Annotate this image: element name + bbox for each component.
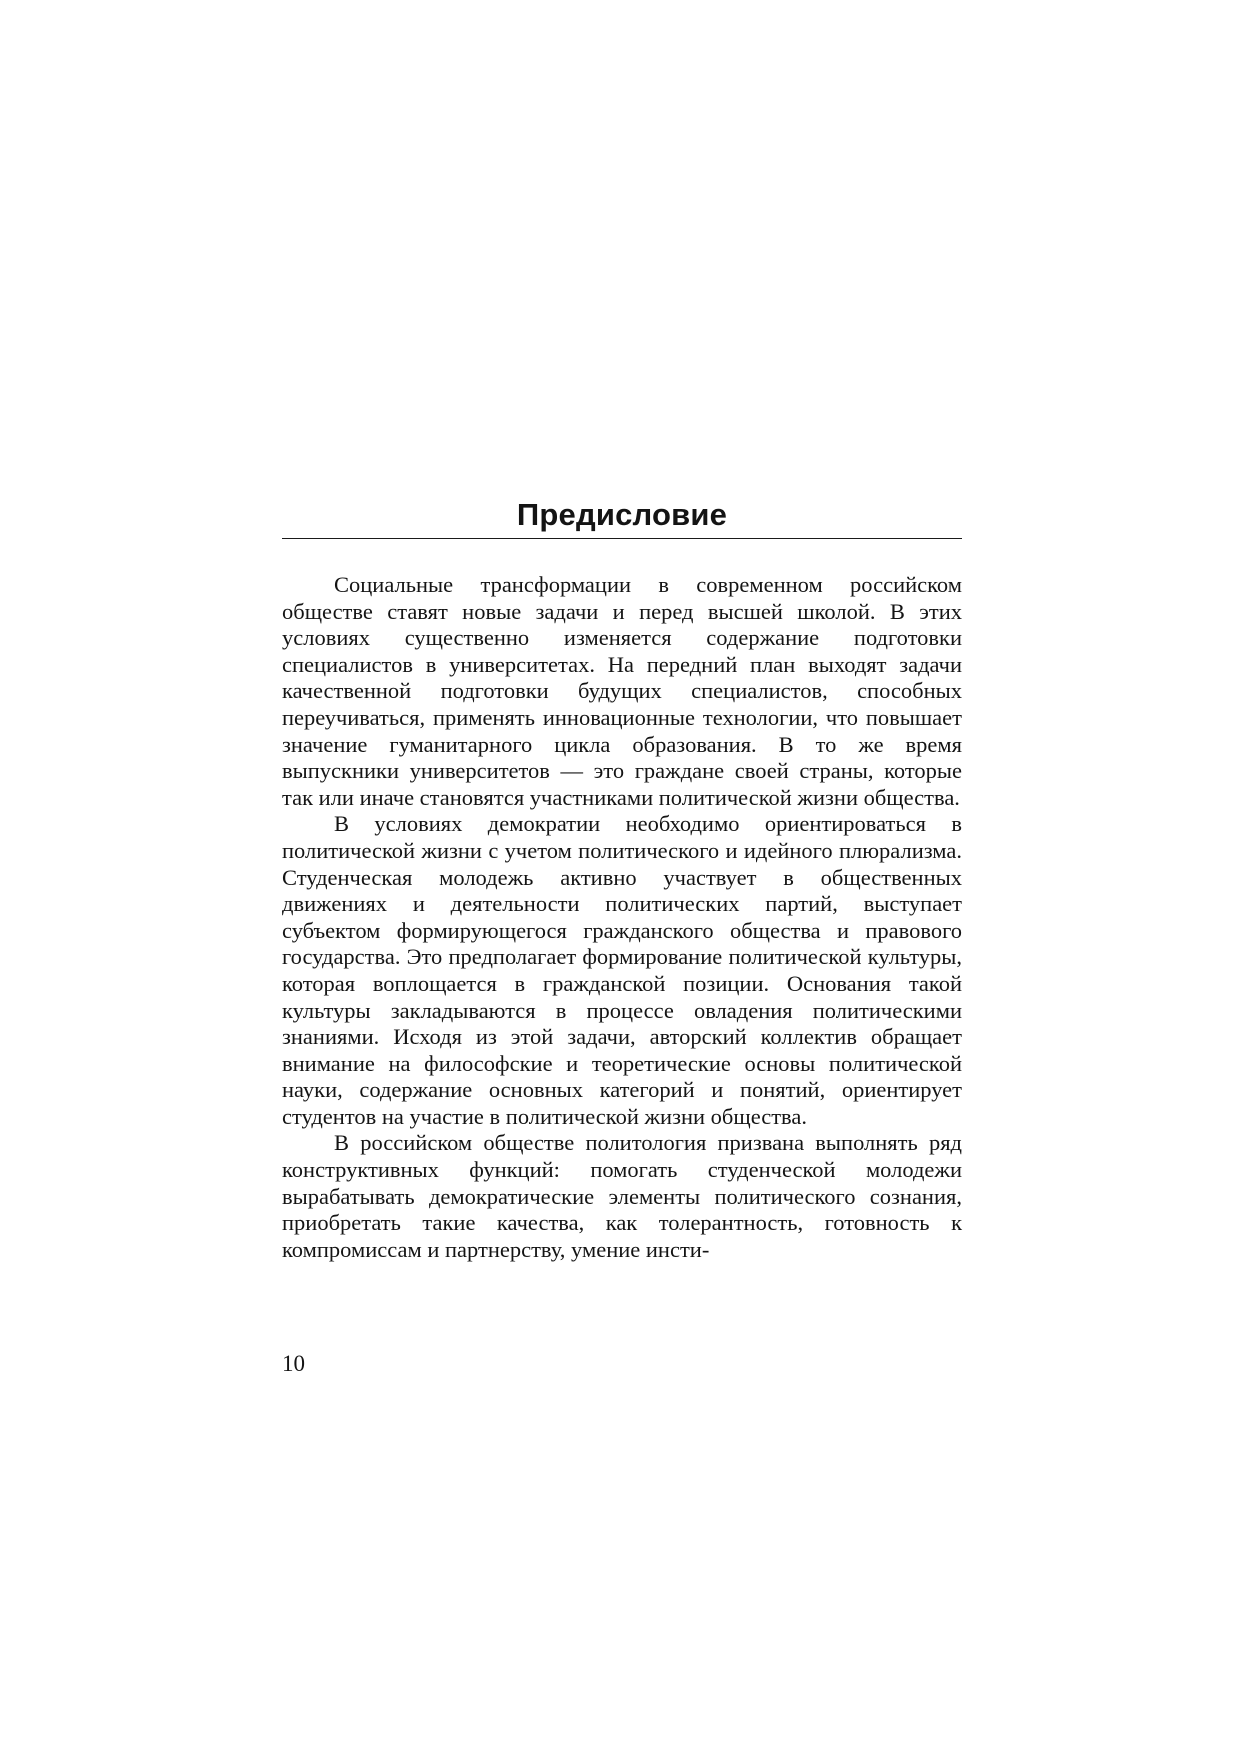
body-text: [282, 572, 962, 1263]
title-rule: [282, 538, 962, 539]
paragraph-3: В российском обществе политология призвана выполнять ряд конструктивных функций: помогать студенческой молодежи вырабатывать демократические элементы политического сознания, приобретать такие качества, как толерантность, готовность к компромиссам и партнерству, умение инсти-: [282, 1130, 962, 1262]
paragraph-1: Социальные трансформации в современном российском обществе ставят новые задачи и перед высшей школой. В этих условиях существенно изменяется содержание подготовки специалистов в университетах. На передний план выходят задачи качественной подготовки будущих специалистов, способных переучиваться, применять инновационные технологии, что повышает значение гуманитарного цикла образования. В то же время выпускники университетов — это граждане своей страны, которые так или иначе становятся участниками политической жизни общества.: [282, 572, 962, 810]
book-page: [282, 0, 962, 1755]
paragraph-2: В условиях демократии необходимо ориентироваться в политической жизни с учетом политического и идейного плюрализма. Студенческая молодежь активно участвует в общественных движениях и деятельности политических партий, выступает субъектом формирующегося гражданского общества и правового государства. Это предполагает формирование политической культуры, которая воплощается в гражданской позиции. Основания такой культуры закладываются в процессе овладения политическими знаниями. Исходя из этой задачи, авторский коллектив обращает внимание на философские и теоретические основы политической науки, содержание основных категорий и понятий, ориентирует студентов на участие в политической жизни общества.: [282, 811, 962, 1129]
page-number: 10: [282, 1351, 305, 1376]
page-title: Предисловие: [516, 497, 728, 532]
